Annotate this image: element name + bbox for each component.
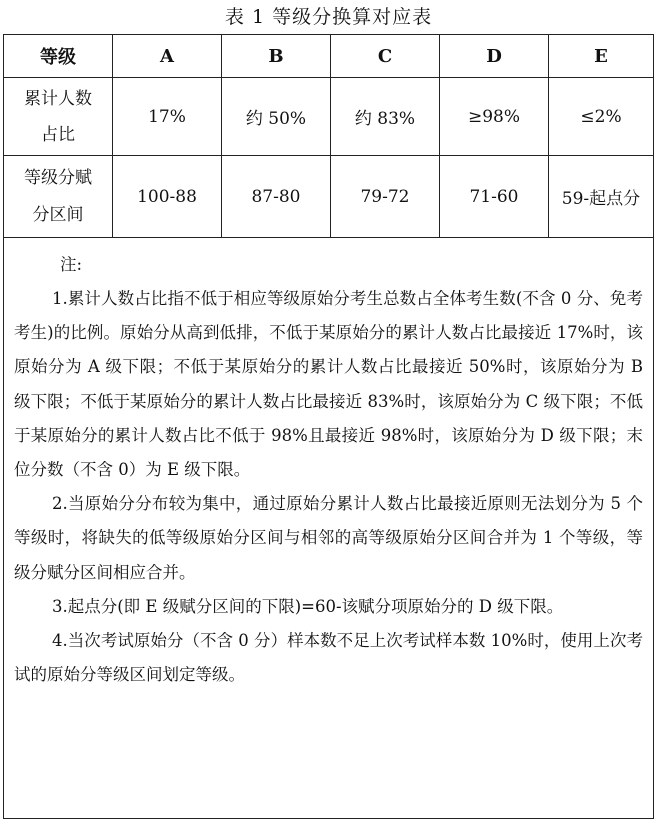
table-row-score-range bbox=[4, 156, 654, 238]
note-item-3: 3.起点分(即 E 级赋分区间的下限)=60-该赋分项原始分的 D 级下限。 bbox=[52, 596, 564, 616]
header-b: B bbox=[222, 35, 331, 78]
cell-range-a: 100-88 bbox=[113, 156, 222, 238]
cell-range-b: 87-80 bbox=[222, 156, 331, 238]
note-item-2: 2.当原始分分布较为集中，通过原始分累计人数占比最接近原则无法划分为 5 个等级时，将缺失的低等级原始分区间与相邻的高等级原始分区间合并为 1 个等级，等级分赋分区间相应合并。 bbox=[14, 494, 643, 582]
cell-ratio-c: 约 83% bbox=[331, 78, 440, 156]
header-grade: 等级 bbox=[4, 35, 113, 78]
note-item-1: 1.累计人数占比指不低于相应等级原始分考生总数占全体考生数(不含 0 分、免考考生)的比例。原始分从高到低排，不低于某原始分的累计人数占比最接近 17%时，该原始分为 A 级下限；不低于某原始分的累计人数占比最接近 50%时，该原始分为 B 级下限；不低于某原始分的累计人数占比最接近 83%时，该原始分为 C 级下限；不低于某原始分的累计人数占比不低于 98%且最接近 98%时，该原始分为 D 级下限；末位分数（不含 0）为 E 级下限。 bbox=[14, 289, 643, 480]
row-label-line1: 累计人数 bbox=[24, 88, 92, 109]
table-header-row bbox=[4, 35, 654, 78]
note-item-4: 4.当次考试原始分（不含 0 分）样本数不足上次考试样本数 10%时，使用上次考试的原始分等级区间划定等级。 bbox=[14, 631, 643, 685]
row-label-line1: 等级分赋 bbox=[24, 167, 92, 188]
header-a: A bbox=[113, 35, 222, 78]
row-label-line2: 占比 bbox=[41, 124, 75, 145]
cell-ratio-e: ≤2% bbox=[549, 78, 654, 156]
notes-heading: 注: bbox=[60, 255, 83, 274]
cell-range-c: 79-72 bbox=[331, 156, 440, 238]
cell-range-d: 71-60 bbox=[440, 156, 549, 238]
cell-ratio-d: ≥98% bbox=[440, 78, 549, 156]
cell-range-e: 59-起点分 bbox=[549, 156, 654, 238]
row-label-line2: 分区间 bbox=[32, 204, 84, 225]
table-row-cumulative-ratio bbox=[4, 78, 654, 156]
header-c: C bbox=[331, 35, 440, 78]
cell-ratio-a: 17% bbox=[113, 78, 222, 156]
header-e: E bbox=[549, 35, 654, 78]
row-label-cumulative-ratio bbox=[4, 78, 113, 156]
table-notes-row bbox=[4, 238, 654, 819]
row-label-score-range bbox=[4, 156, 113, 238]
notes-cell bbox=[4, 238, 654, 819]
header-d: D bbox=[440, 35, 549, 78]
table-title: 表 1 等级分换算对应表 bbox=[224, 6, 433, 28]
cell-ratio-b: 约 50% bbox=[222, 78, 331, 156]
grade-conversion-table bbox=[3, 34, 654, 819]
